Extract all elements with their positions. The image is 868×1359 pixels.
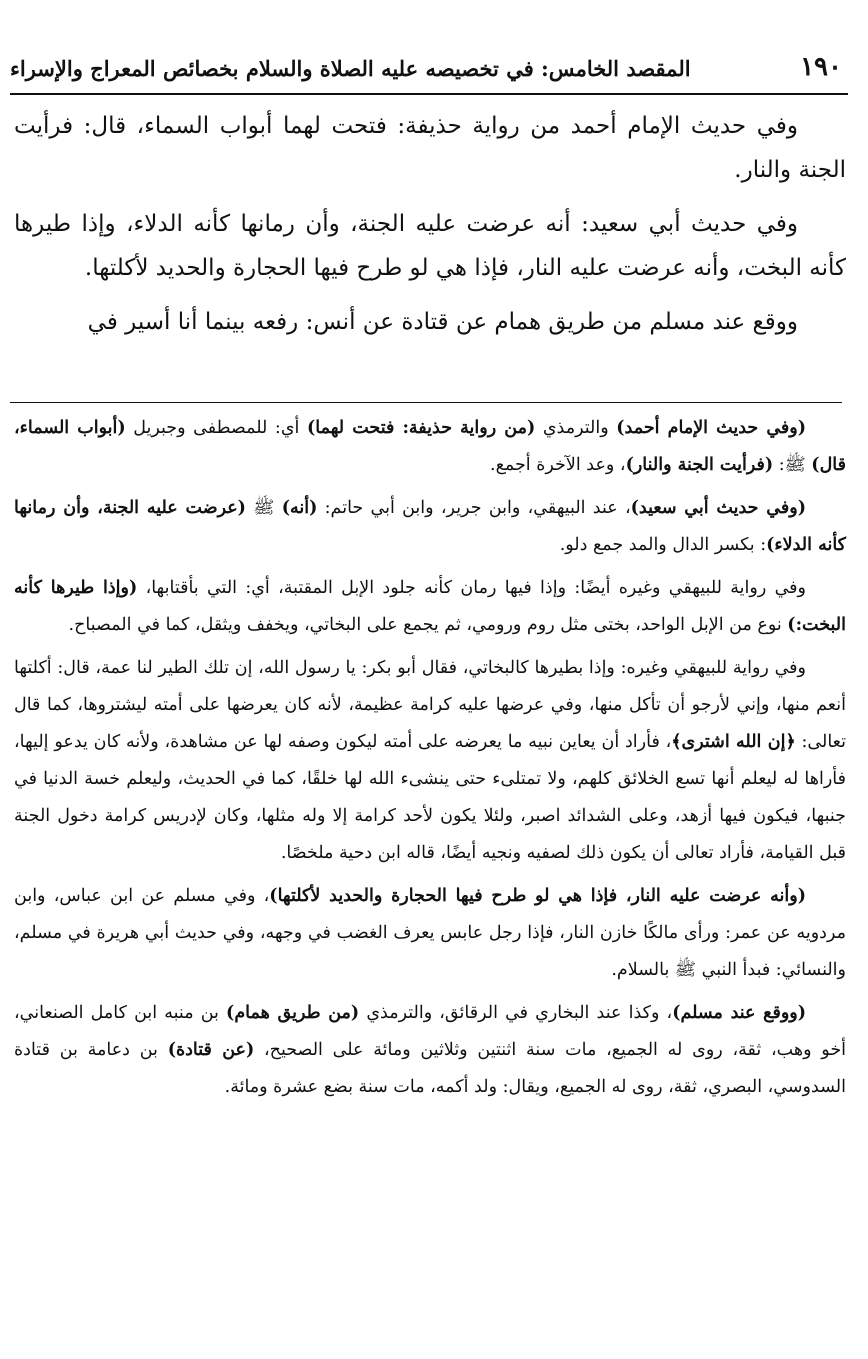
main-text <box>14 104 846 354</box>
main-paragraph-text: وفي حديث الإمام أحمد من رواية حذيفة: فتحت لهما أبواب السماء، قال: فرأيت الجنة والنار. <box>14 113 846 183</box>
commentary-text: ، عند البيهقي، وابن جرير، وابن أبي حاتم: <box>317 498 631 518</box>
commentary-paragraph <box>14 995 846 1106</box>
commentary-text: ، وفي مسلم عن ابن عباس، وابن مردويه عن عمر: ورأى مالكًا خازن النار، فإذا رجل عابس يعرف الغضب في وجهه، وفي حديث أبي هريرة في مسلم، والنسائي: فبدأ النبي ﷺ بالسلام. <box>14 886 846 980</box>
commentary-paragraph <box>14 878 846 989</box>
commentary-text: : بكسر الدال والمد جمع دلو. <box>559 535 767 555</box>
page-number: ١٩٠ <box>800 52 842 82</box>
commentary-text: بن منبه ابن كامل الصنعاني، أخو وهب، ثقة، روى له الجميع، مات سنة اثنتين وثلاثين ومائة على الصحيح، <box>14 1003 847 1060</box>
quran-quote: ﴿إن الله اشترى﴾ <box>671 732 796 752</box>
commentary-text: والترمذي <box>535 418 617 438</box>
commentary-text: بن دعامة بن قتادة السدوسي، البصري، ثقة، روى له الجميع، ويقال: ولد أكمه، مات سنة بضع عشرة ومائة. <box>14 1040 846 1097</box>
main-paragraph <box>14 300 846 344</box>
salutation-glyph: ﷺ <box>245 498 282 518</box>
main-paragraph <box>14 202 846 290</box>
quoted-matn: (فرأيت الجنة والنار) <box>625 455 774 475</box>
commentary-paragraph <box>14 650 846 872</box>
quoted-matn: (عرضت عليه الجنة، وأن رمانها كأنه الدلاء) <box>14 498 846 555</box>
commentary-text: ، وعد الآخرة أجمع. <box>490 455 626 475</box>
commentary-paragraph <box>14 490 846 564</box>
salutation-glyph: ﷺ: <box>773 455 812 475</box>
quoted-matn: (من رواية حذيفة: فتحت لهما) <box>306 418 536 438</box>
commentary-paragraph <box>14 570 846 644</box>
quoted-matn: (ووقع عند مسلم) <box>672 1003 806 1023</box>
quoted-matn: (وأنه عرضت عليه النار، فإذا هي لو طرح فيها الحجارة والحديد لأكلتها) <box>269 886 806 906</box>
main-paragraph-text: ووقع عند مسلم من طريق همام عن قتادة عن أنس: رفعه بينما أنا أسير في <box>87 309 798 335</box>
quoted-matn: (وفي حديث الإمام أحمد) <box>616 418 807 438</box>
quoted-matn: (وإذا طيرها كأنه البخت:) <box>14 578 846 635</box>
page-header <box>10 52 848 88</box>
commentary <box>14 410 846 1112</box>
commentary-text: أي: للمصطفى وجبريل <box>125 418 307 438</box>
quoted-matn: (وفي حديث أبي سعيد) <box>630 498 806 518</box>
commentary-divider <box>10 402 842 403</box>
commentary-text: نوع من الإبل الواحد، بختى مثل روم ورومي، ثم يجمع على البخاتي، ويخفف ويثقل، كما في المصباح. <box>68 615 788 635</box>
header-rule <box>10 93 848 95</box>
running-title: المقصد الخامس: في تخصيصه عليه الصلاة والسلام بخصائص المعراج والإسراء <box>10 56 691 81</box>
quoted-matn: (أنه) <box>281 498 318 518</box>
quoted-matn: (عن قتادة) <box>167 1040 255 1060</box>
quoted-matn: (من طريق همام) <box>226 1003 360 1023</box>
main-paragraph-text: وفي حديث أبي سعيد: أنه عرضت عليه الجنة، وأن رمانها كأنه الدلاء، وإذا طيرها كأنه البخت، وأنه عرضت عليه النار، فإذا هي لو طرح فيها الحجارة والحديد لأكلتها. <box>14 211 846 281</box>
quoted-matn: (أبواب السماء، قال) <box>14 418 846 475</box>
commentary-text: ، فأراد أن يعاين نبيه ما يعرضه على أمته ليكون وصفه لها عن مشاهدة، ولأنه كان يدعو إليها، فأراها له ليعلم أنها تسع الخلائق كلهم، ولا تمتلىء حتى ينشىء الله لها خلقًا، كما في الحديث، وليعلم خسة الدنيا في جنبها، فيكون فيها أزهد، وعلى الشدائد اصبر، ولئلا يكون لأحد كرامة إلا وله مثلها، وكان لإدريس كرامة دخول الجنة قبل القيامة، فأراد تعالى أن يكون ذلك لصفيه ونجيه أيضًا، قاله ابن دحية ملخصًا. <box>14 732 846 863</box>
commentary-text: وفي رواية للبيهقي وغيره أيضًا: وإذا فيها رمان كأنه جلود الإبل المقتبة، أي: التي بأقتابها، <box>137 578 806 598</box>
commentary-text: وفي رواية للبيهقي وغيره: وإذا بطيرها كالبخاتي، فقال أبو بكر: يا رسول الله، إن تلك الطير لنا عمة، قال: أكلتها أنعم منها، وإني لأرجو أن تأكل منها، وفي عرضها عليه كرامة عظيمة، لأنه كان يعرضها على أمته ليشتروها، كما قال تعالى: <box>14 658 846 752</box>
commentary-text: ، وكذا عند البخاري في الرقائق، والترمذي <box>359 1003 673 1023</box>
commentary-paragraph <box>14 410 846 484</box>
main-paragraph <box>14 104 846 192</box>
